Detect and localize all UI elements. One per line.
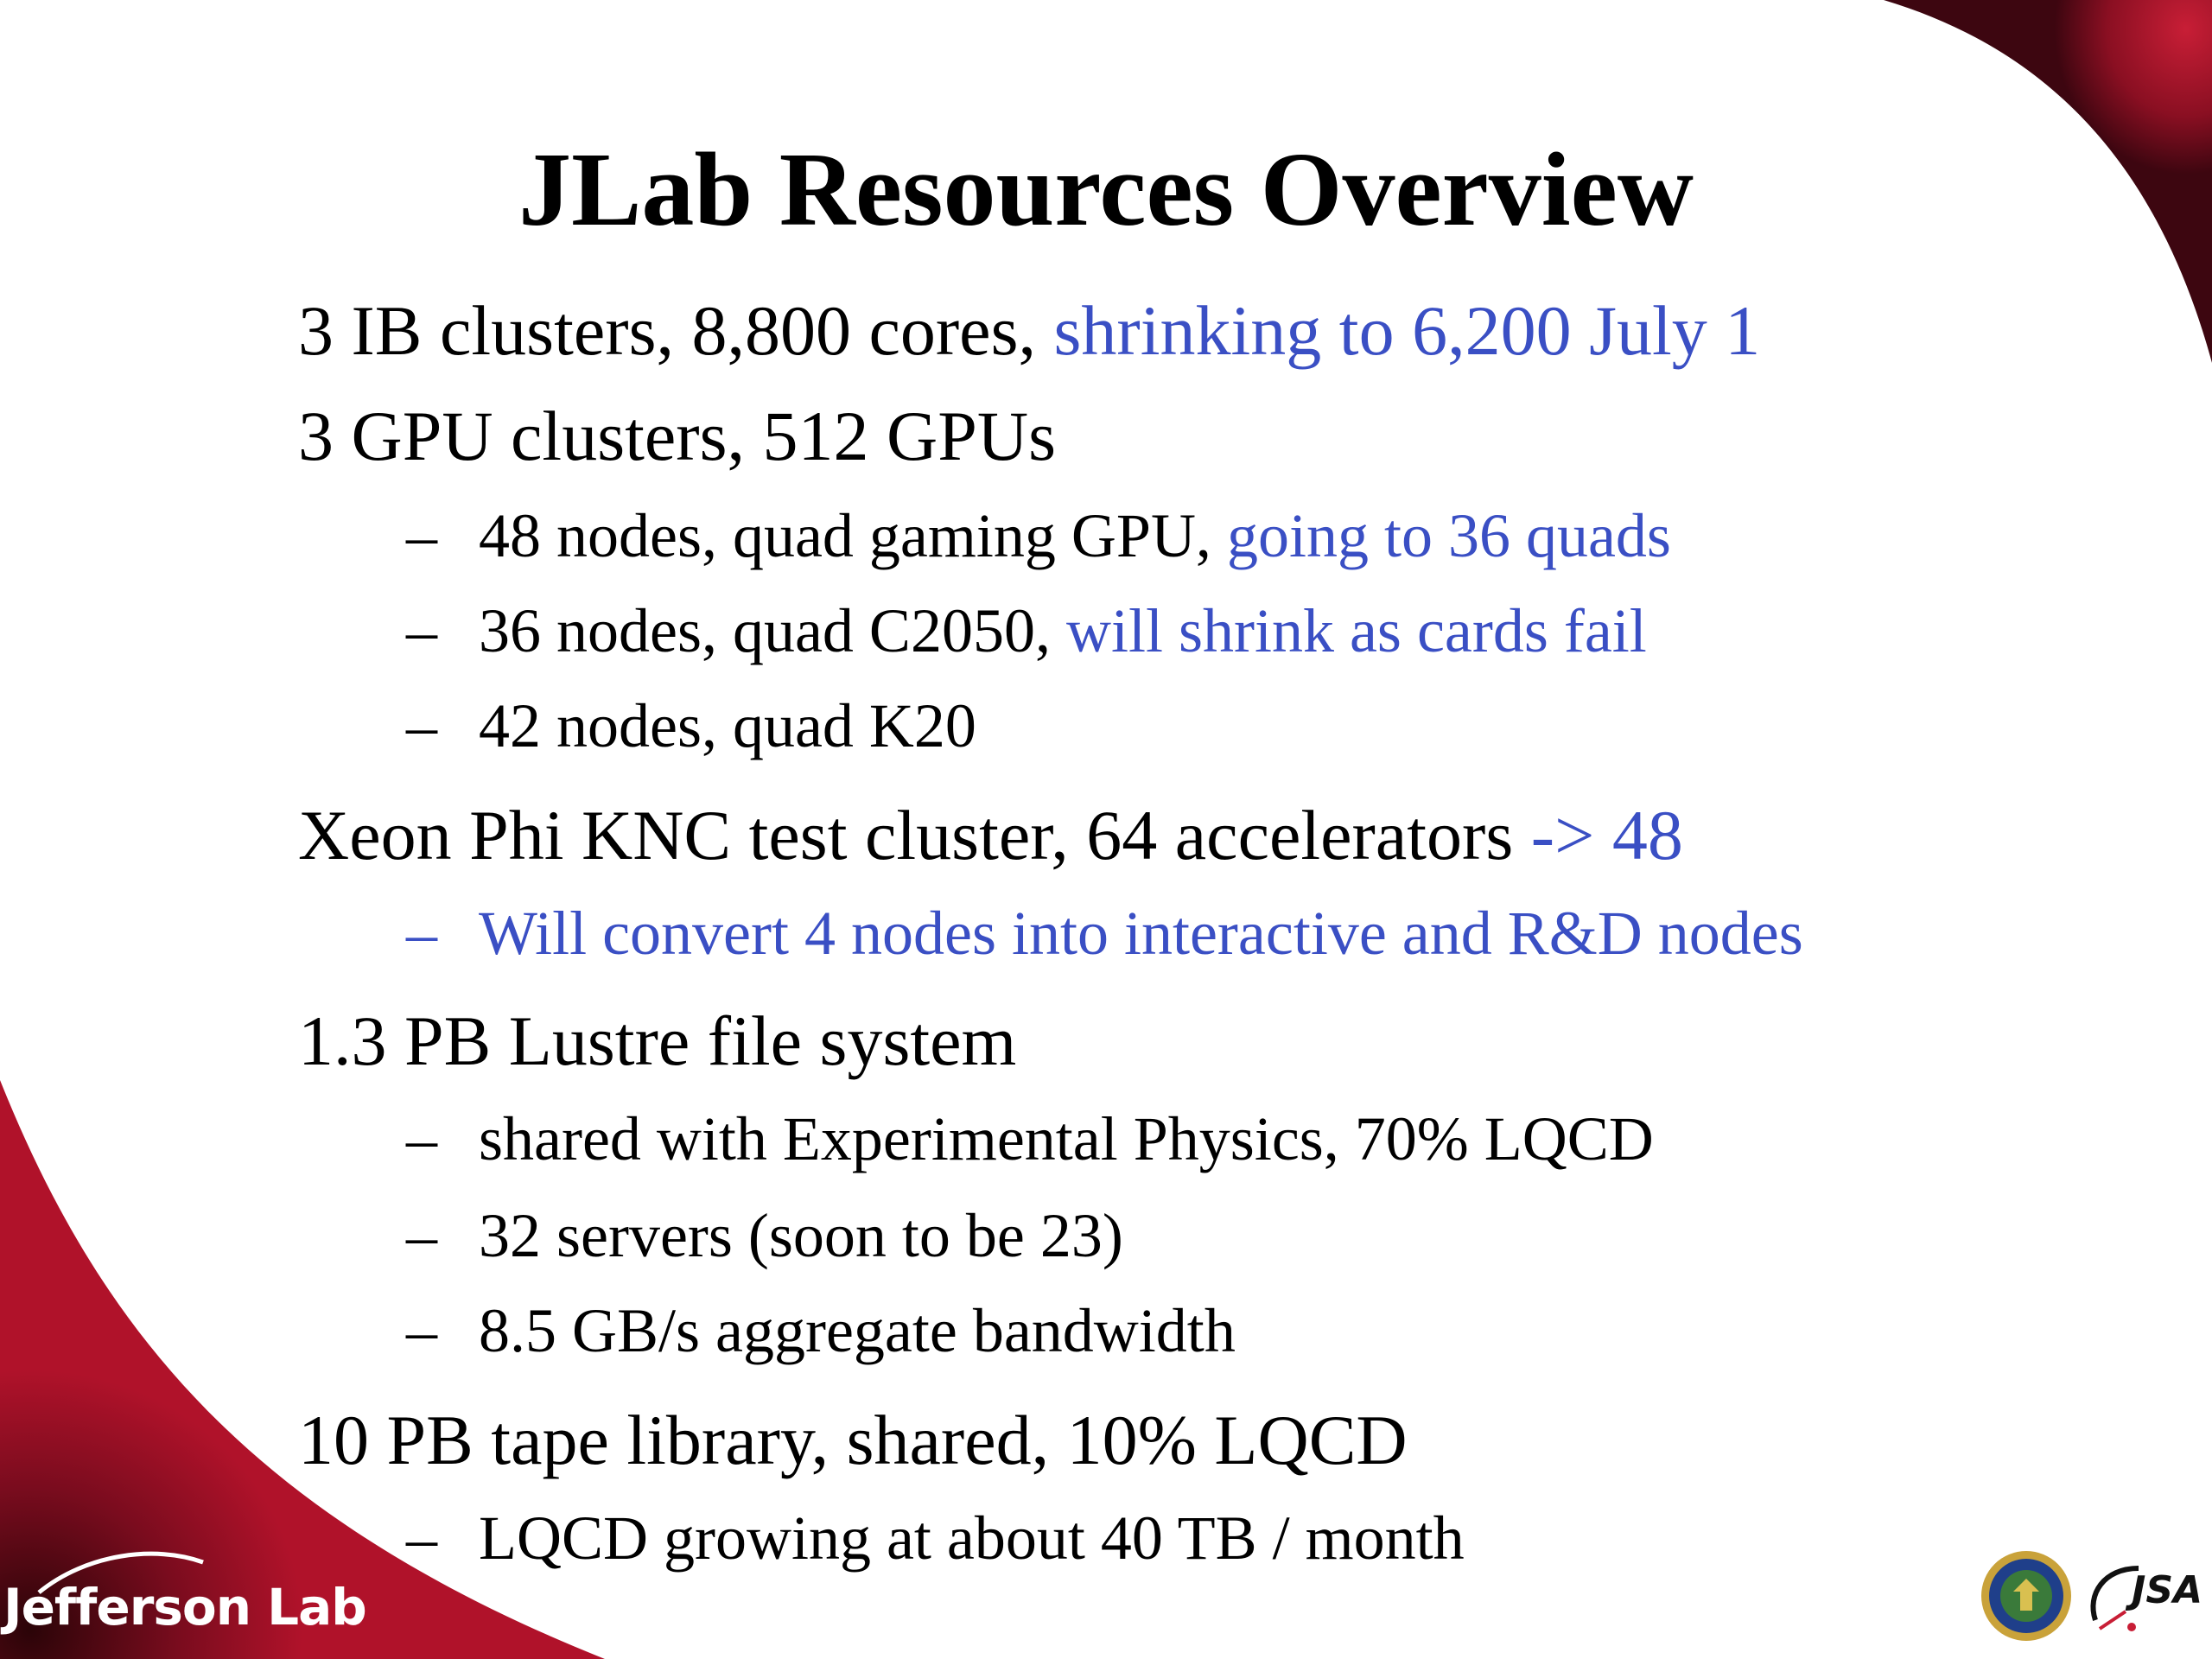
bullet-dash: –	[406, 899, 437, 968]
bullet-line	[298, 292, 1760, 370]
bullet-dash: –	[406, 1296, 437, 1365]
sub-bullet-line	[406, 1201, 1123, 1270]
bullet-text: 10 PB tape library, shared, 10% LQCD	[298, 1401, 1408, 1479]
bullet-text: 36 nodes, quad C2050,	[479, 596, 1066, 665]
highlight-text: going to 36 quads	[1226, 501, 1671, 570]
bullet-text: 1.3 PB Lustre file system	[298, 1001, 1017, 1080]
bullet-line	[298, 797, 1683, 874]
bullet-dash: –	[406, 1503, 437, 1573]
sub-bullet-line	[406, 691, 976, 760]
bullet-text: 42 nodes, quad K20	[479, 691, 976, 760]
sub-bullet-line	[406, 899, 1803, 968]
jefferson-lab-logo: Jefferson Lab	[3, 1578, 366, 1637]
bullet-text: 3 GPU clusters, 512 GPUs	[298, 397, 1056, 475]
sub-bullet-line	[406, 1104, 1654, 1173]
bullet-line	[298, 1402, 1408, 1479]
bullet-dash: –	[406, 1201, 437, 1270]
bullet-text: shared with Experimental Physics, 70% LQCD	[479, 1104, 1654, 1173]
bullet-text: 8.5 GB/s aggregate bandwidth	[479, 1296, 1236, 1365]
bullet-dash: –	[406, 501, 437, 570]
bullet-dash: –	[406, 596, 437, 665]
bullet-dash: –	[406, 691, 437, 760]
sub-bullet-line	[406, 1296, 1236, 1365]
jsa-swoosh-icon	[2078, 1551, 2208, 1646]
highlight-text: -> 48	[1530, 796, 1683, 874]
bullet-dash: –	[406, 1104, 437, 1173]
bullet-line	[298, 397, 1056, 475]
sub-bullet-line	[406, 501, 1671, 570]
jsa-logo	[2078, 1551, 2208, 1646]
bullet-text: Xeon Phi KNC test cluster, 64 accelerators	[298, 796, 1531, 874]
sub-bullet-line	[406, 596, 1647, 665]
doe-seal-icon	[1979, 1548, 2074, 1643]
bullet-text: LQCD growing at about 40 TB / month	[479, 1503, 1465, 1573]
slide-title: JLab Resources Overview	[518, 131, 1694, 248]
bullet-text: 3 IB clusters, 8,800 cores,	[298, 291, 1054, 370]
bullet-text: 32 servers (soon to be 23)	[479, 1201, 1123, 1270]
highlight-text: Will convert 4 nodes into interactive and R&D nodes	[479, 899, 1803, 968]
bullet-text: 48 nodes, quad gaming GPU,	[479, 501, 1227, 570]
bullet-line	[298, 1002, 1016, 1080]
highlight-text: shrinking to 6,200 July 1	[1053, 291, 1761, 370]
sub-bullet-line	[406, 1503, 1465, 1573]
highlight-text: will shrink as cards fail	[1065, 596, 1647, 665]
jsa-text: JSA	[2132, 1568, 2203, 1612]
